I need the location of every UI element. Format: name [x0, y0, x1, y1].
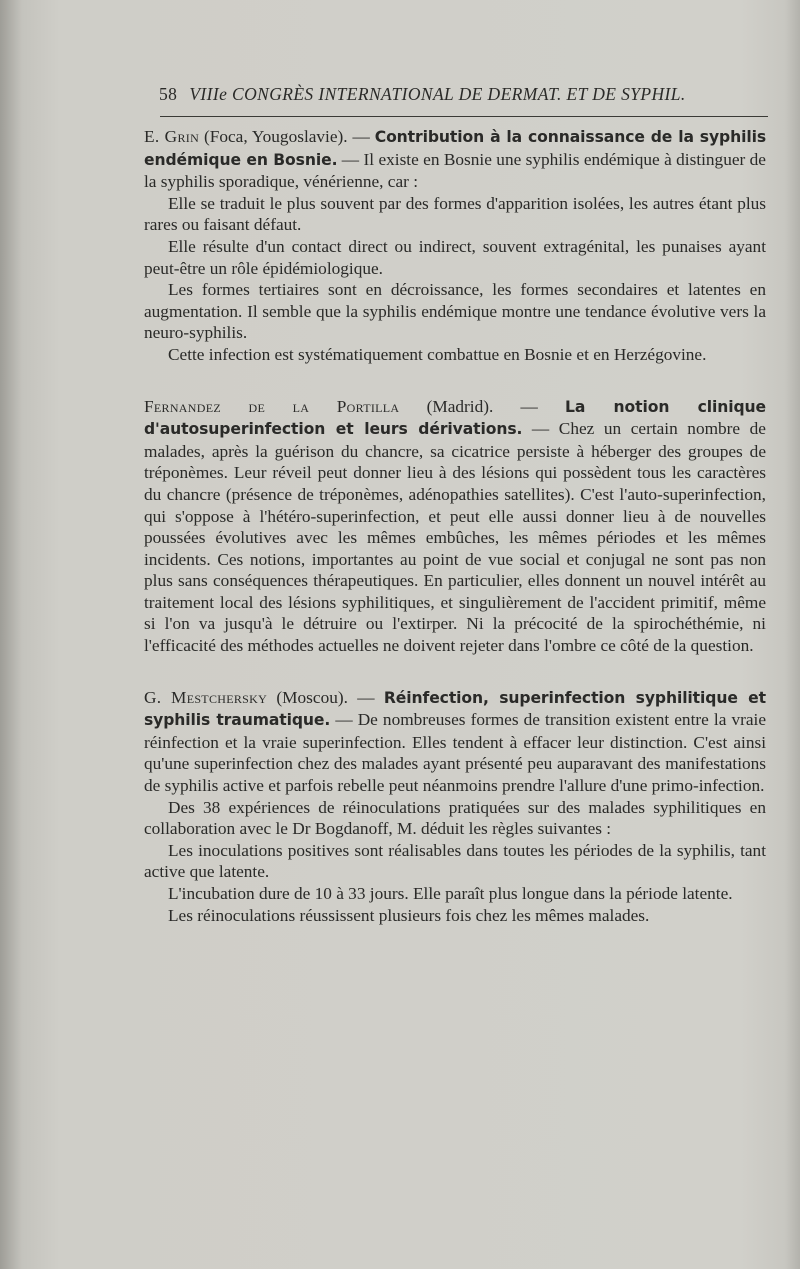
- running-header: [159, 84, 759, 105]
- dash: —: [347, 127, 375, 146]
- running-title: VIIIe CONGRÈS INTERNATIONAL DE DERMAT. ET DE SYPHIL.: [189, 84, 686, 104]
- abstract-paragraph: Cette infection est systématiquement combattue en Bosnie et en Herzégovine.: [168, 344, 707, 364]
- abstract-paragraph: Elle se traduit le plus souvent par des formes d'apparition isolées, les autres étant plus rares ou faisant défaut.: [144, 193, 766, 235]
- abstract-paragraph: Les formes tertiaires sont en décroissance, les formes secondaires et latentes en augmentation. Il semble que la syphilis endémique montre une tendance évolutive vers la neuro-syphilis.: [144, 280, 766, 343]
- author-name: G. Mestchersky: [144, 687, 268, 707]
- author-affiliation: (Madrid).: [426, 396, 494, 416]
- dash: —: [493, 396, 566, 416]
- abstract-lead-paragraph: [144, 396, 766, 657]
- abstract-lead-text: — Chez un certain nombre de malades, après la guérison du chancre, sa cicatrice persiste à héberger des groupes de tréponèmes. Leur réveil peut donner lieu à des lésions qui possèdent tous les caractères du chancre (présence de tréponèmes, adénopathies satellites). C'est l'auto-superinfection, qui s'oppose à l'hétéro-superinfection, et peut elle aussi donner lieu à de nouvelles poussées évolutives avec les mêmes embûches, les mêmes périodes et les mêmes incidents. Ces notions, importantes au point de vue social et conjugal ne sont pas non plus sans conséquences thérapeutiques. En particulier, elles donnent un nouvel intérêt au traitement local des lésions syphilitiques, et singulièrement de l'accident primitif, même si l'on va jusqu'à le détruire ou l'extirper. Ni la précocité de la spirochéthémie, ni l'efficacité des méthodes actuelles ne doivent rejeter dans l'ombre ce côté de la question.: [144, 419, 766, 656]
- author-name: E. Grin: [144, 127, 200, 146]
- abstract-title: La notion clinique d'autosuperinfection et leurs dérivations.: [144, 397, 767, 439]
- author-name: Fernandez de la Portilla: [144, 396, 400, 416]
- author-affiliation: (Moscou).: [276, 687, 348, 707]
- abstract-lead-paragraph: [144, 687, 766, 797]
- abstract-lead-text: — Il existe en Bosnie une syphilis endémique à distinguer de la syphilis sporadique, vénérienne, car :: [144, 149, 766, 192]
- abstract-title: Réinfection, superinfection syphilitique et syphilis traumatique.: [144, 688, 767, 730]
- abstract-paragraph: Elle résulte d'un contact direct ou indirect, souvent extragénital, les punaises ayant peut-être un rôle épidémiologique.: [144, 236, 766, 278]
- abstract-fernandez: [144, 396, 766, 657]
- abstract-title: Contribution à la connaissance de la syphilis endémique en Bosnie.: [144, 128, 767, 169]
- abstract-grin: [144, 126, 766, 366]
- author-affiliation: (Foca, Yougoslavie).: [203, 127, 348, 146]
- abstract-lead-paragraph: [144, 126, 766, 193]
- abstract-paragraph: L'incubation dure de 10 à 33 jours. Elle paraît plus longue dans la période latente.: [168, 884, 733, 903]
- page-number: 58: [159, 84, 178, 104]
- abstract-paragraph: Les réinoculations réussissent plusieurs fois chez les mêmes malades.: [168, 905, 650, 925]
- dash: —: [347, 687, 384, 707]
- abstract-paragraph: Les inoculations positives sont réalisables dans toutes les périodes de la syphilis, tant active que latente.: [144, 840, 766, 882]
- abstract-lead-text: — De nombreuses formes de transition existent entre la vraie réinfection et la vraie superinfection. Elles tendent à effacer leur distinction. C'est ainsi qu'une superinfection chez des malades ayant présenté peu auparavant des manifestations de syphilis active et parfois rebelle peut néanmoins prendre l'allure d'une primo-infection.: [144, 710, 766, 796]
- header-rule: [160, 116, 768, 117]
- abstract-mestchersky: [144, 687, 766, 927]
- abstract-paragraph: Des 38 expériences de réinoculations pratiquées sur des malades syphilitiques en collaboration avec le Dr Bogdanoff, M. déduit les règles suivantes :: [144, 797, 766, 839]
- page-body: [144, 126, 766, 926]
